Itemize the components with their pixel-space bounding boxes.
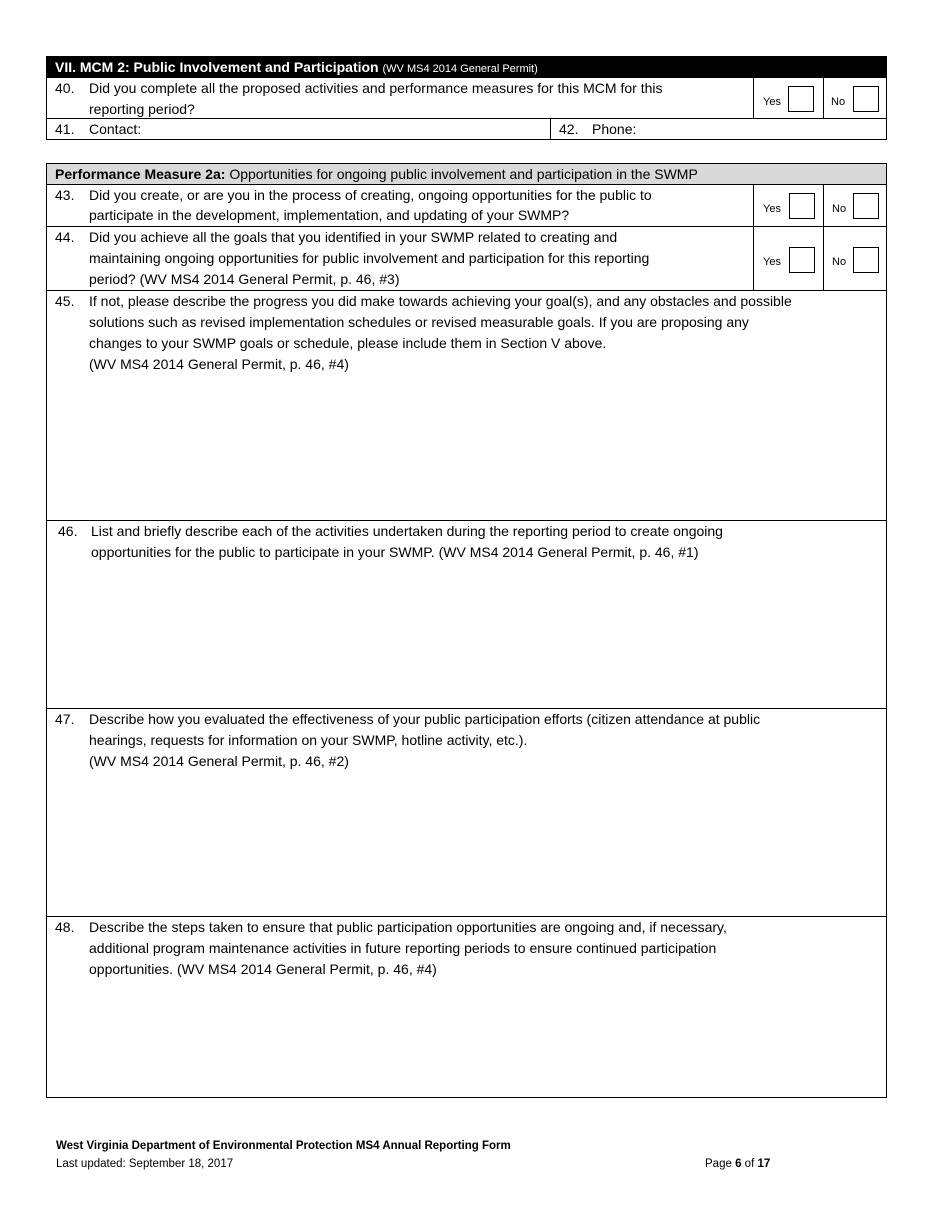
divider bbox=[823, 77, 824, 119]
q43-no-checkbox[interactable] bbox=[853, 193, 879, 219]
divider bbox=[753, 184, 754, 227]
question-43-row bbox=[46, 184, 887, 227]
q40-yes-checkbox[interactable] bbox=[788, 86, 814, 112]
divider bbox=[823, 184, 824, 227]
pm-label: Performance Measure 2a: bbox=[55, 166, 226, 182]
question-44-line2: maintaining ongoing opportunities for public involvement and participation for this reporting bbox=[89, 250, 650, 266]
q44-no-checkbox[interactable] bbox=[853, 247, 879, 273]
question-40-line1: Did you complete all the proposed activities and performance measures for this MCM for this bbox=[89, 80, 663, 96]
question-43-line2: participate in the development, implementation, and updating of your SWMP? bbox=[89, 207, 570, 223]
section-title: VII. MCM 2: Public Involvement and Participation bbox=[55, 59, 379, 75]
footer-title: West Virginia Department of Environmental Protection MS4 Annual Reporting Form bbox=[56, 1140, 511, 1152]
divider bbox=[550, 118, 551, 140]
question-43-line1: Did you create, or are you in the process of creating, ongoing opportunities for the public to bbox=[89, 187, 652, 203]
question-44-line3: period? (WV MS4 2014 General Permit, p. 46, #3) bbox=[89, 271, 400, 287]
divider bbox=[823, 226, 824, 291]
page-number bbox=[705, 1158, 770, 1170]
question-46-box[interactable] bbox=[46, 520, 887, 709]
phone-label: Phone: bbox=[592, 121, 637, 137]
question-number: 48. bbox=[55, 919, 75, 935]
question-44-line1: Did you achieve all the goals that you identified in your SWMP related to creating and bbox=[89, 229, 618, 245]
question-47-line2: hearings, requests for information on your SWMP, hotline activity, etc.). bbox=[89, 732, 528, 748]
section-subtitle: (WV MS4 2014 General Permit) bbox=[382, 63, 538, 75]
question-45-line1: If not, please describe the progress you did make towards achieving your goal(s), and any obstacles and possible bbox=[89, 293, 792, 309]
question-40-row bbox=[46, 77, 887, 119]
question-46-line1: List and briefly describe each of the activities undertaken during the reporting period to create ongoing bbox=[91, 523, 723, 539]
question-44-row bbox=[46, 226, 887, 291]
q43-yes-checkbox[interactable] bbox=[789, 193, 815, 219]
q44-yes-checkbox[interactable] bbox=[789, 247, 815, 273]
page-current: 6 bbox=[735, 1158, 742, 1170]
question-number: 42. bbox=[559, 121, 579, 137]
question-48-box[interactable] bbox=[46, 916, 887, 1098]
question-47-box[interactable] bbox=[46, 708, 887, 917]
question-40-line2: reporting period? bbox=[89, 101, 195, 117]
question-number: 46. bbox=[58, 523, 78, 539]
question-48-line2: additional program maintenance activities in future reporting periods to ensure continued participation bbox=[89, 940, 717, 956]
pm-description: Opportunities for ongoing public involvement and participation in the SWMP bbox=[229, 166, 698, 182]
q40-no-checkbox[interactable] bbox=[853, 86, 879, 112]
question-number: 43. bbox=[55, 187, 75, 203]
contact-phone-row bbox=[46, 118, 887, 140]
question-number: 40. bbox=[55, 80, 75, 96]
contact-label: Contact: bbox=[89, 121, 142, 137]
no-label: No bbox=[832, 256, 847, 268]
question-46-line2: opportunities for the public to participate in your SWMP. (WV MS4 2014 General Permit, p. 46, #1) bbox=[91, 544, 699, 560]
question-45-line4: (WV MS4 2014 General Permit, p. 46, #4) bbox=[89, 356, 349, 372]
yes-label: Yes bbox=[763, 256, 781, 268]
footer-last-updated: Last updated: September 18, 2017 bbox=[56, 1158, 234, 1170]
question-number: 44. bbox=[55, 229, 75, 245]
no-label: No bbox=[831, 96, 846, 108]
performance-measure-2a-header bbox=[46, 163, 887, 185]
page-total: 17 bbox=[757, 1158, 771, 1170]
yes-label: Yes bbox=[763, 203, 781, 215]
yes-label: Yes bbox=[763, 96, 781, 108]
question-number: 45. bbox=[55, 293, 75, 309]
of-word: of bbox=[744, 1158, 755, 1170]
question-48-line1: Describe the steps taken to ensure that public participation opportunities are ongoing and, if necessary, bbox=[89, 919, 727, 935]
question-number: 47. bbox=[55, 711, 75, 727]
question-47-line3: (WV MS4 2014 General Permit, p. 46, #2) bbox=[89, 753, 349, 769]
question-45-box[interactable] bbox=[46, 290, 887, 522]
question-47-line1: Describe how you evaluated the effectiveness of your public participation efforts (citizen attendance at public bbox=[89, 711, 761, 727]
section-header bbox=[46, 56, 887, 78]
divider bbox=[753, 77, 754, 119]
question-48-line3: opportunities. (WV MS4 2014 General Permit, p. 46, #4) bbox=[89, 961, 437, 977]
no-label: No bbox=[832, 203, 847, 215]
page-word: Page bbox=[705, 1158, 732, 1170]
question-45-line3: changes to your SWMP goals or schedule, please include them in Section V above. bbox=[89, 335, 607, 351]
question-number: 41. bbox=[55, 121, 75, 137]
divider bbox=[753, 226, 754, 291]
question-45-line2: solutions such as revised implementation schedules or revised measurable goals. If you are proposing any bbox=[89, 314, 749, 330]
